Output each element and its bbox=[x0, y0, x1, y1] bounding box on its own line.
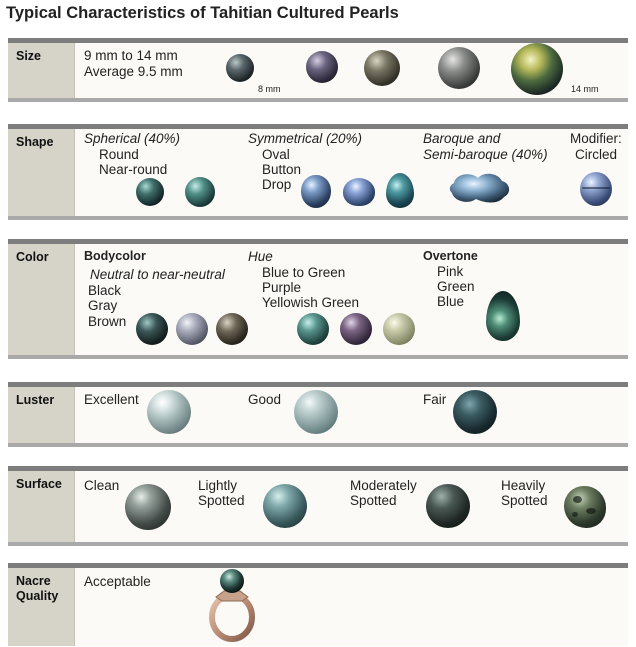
size-section bbox=[8, 38, 628, 102]
surface-lightly-2: Spotted bbox=[198, 493, 245, 508]
pearl-baroque bbox=[446, 169, 516, 209]
shape-section bbox=[8, 124, 628, 220]
luster-excellent: Excellent bbox=[84, 392, 139, 407]
size-range: 9 mm to 14 mm bbox=[84, 48, 178, 63]
pearl-heavily-spotted bbox=[564, 486, 606, 528]
shape-button: Button bbox=[262, 162, 302, 177]
hue-purple: Purple bbox=[262, 280, 302, 295]
surface-clean: Clean bbox=[84, 478, 120, 493]
pearl-fair-luster bbox=[453, 390, 497, 434]
pearl-clean bbox=[125, 484, 171, 530]
surface-moderately-2: Spotted bbox=[350, 493, 397, 508]
pearl-round bbox=[136, 178, 164, 206]
pearl-14mm bbox=[511, 43, 563, 95]
pearl-circled bbox=[580, 172, 612, 206]
pearl-brown bbox=[216, 313, 248, 345]
surface-heavily-1: Heavily bbox=[501, 478, 546, 493]
nacre-acceptable: Acceptable bbox=[84, 574, 151, 589]
pearl-drop bbox=[386, 173, 414, 208]
modifier-line2: Circled bbox=[575, 147, 618, 162]
pearl-moderately-spotted bbox=[426, 484, 470, 528]
overtone-pink: Pink bbox=[437, 264, 464, 279]
shape-label: Shape bbox=[16, 135, 54, 149]
pearl-gray bbox=[176, 313, 208, 345]
surface-moderately-1: Moderately bbox=[350, 478, 417, 493]
luster-section bbox=[8, 382, 628, 447]
overtone-green: Green bbox=[437, 279, 475, 294]
size-min-label: 8 mm bbox=[258, 84, 281, 94]
size-label: Size bbox=[16, 49, 42, 63]
pearl-lightly-spotted bbox=[263, 484, 307, 528]
pearl-purple bbox=[340, 313, 372, 345]
bodycolor-heading: Bodycolor bbox=[84, 249, 146, 263]
spherical-heading: Spherical (40%) bbox=[84, 131, 181, 146]
surface-lightly-1: Lightly bbox=[198, 478, 238, 493]
nacre-label bbox=[16, 574, 58, 604]
nacre-label-line1: Nacre bbox=[16, 574, 51, 588]
overtone-heading: Overtone bbox=[423, 249, 478, 263]
surface-heavily-2: Spotted bbox=[501, 493, 548, 508]
shape-drop: Drop bbox=[262, 177, 292, 192]
baroque-heading-1: Baroque and bbox=[423, 131, 501, 146]
luster-label: Luster bbox=[16, 393, 55, 407]
pearl-ring-icon bbox=[200, 565, 270, 645]
pearl-9mm bbox=[306, 51, 338, 83]
pearl-10mm bbox=[364, 50, 400, 86]
pearl-12mm bbox=[438, 47, 480, 89]
bodycolor-gray: Gray bbox=[88, 298, 118, 313]
nacre-label-line2: Quality bbox=[16, 589, 59, 603]
shape-oval: Oval bbox=[262, 147, 290, 162]
pearl-near-round bbox=[185, 177, 215, 207]
bodycolor-black: Black bbox=[88, 283, 122, 298]
hue-heading: Hue bbox=[248, 249, 273, 264]
pearl-excellent-luster bbox=[147, 390, 191, 434]
overtone-blue: Blue bbox=[437, 294, 465, 309]
pearl-yellowish-green bbox=[383, 313, 415, 345]
surface-label: Surface bbox=[16, 477, 62, 491]
luster-fair: Fair bbox=[423, 392, 447, 407]
surface-section bbox=[8, 466, 628, 546]
page-title: Typical Characteristics of Tahitian Cultured Pearls bbox=[6, 4, 399, 22]
hue-blue-green: Blue to Green bbox=[262, 265, 346, 280]
hue-yellowish-green: Yellowish Green bbox=[262, 295, 360, 310]
modifier-line1: Modifier: bbox=[570, 131, 622, 146]
symmetrical-heading: Symmetrical (20%) bbox=[248, 131, 363, 146]
pearl-blue-green bbox=[297, 313, 329, 345]
pearl-8mm bbox=[226, 54, 254, 82]
pearl-overtone-drop bbox=[486, 291, 520, 341]
color-label: Color bbox=[16, 250, 49, 264]
pearl-good-luster bbox=[294, 390, 338, 434]
nacre-section bbox=[8, 563, 628, 646]
pearl-black bbox=[136, 313, 168, 345]
pearl-button bbox=[343, 178, 375, 206]
size-average: Average 9.5 mm bbox=[84, 64, 183, 79]
baroque-heading-2: Semi-baroque (40%) bbox=[423, 147, 548, 162]
bodycolor-brown: Brown bbox=[88, 314, 127, 329]
luster-good: Good bbox=[248, 392, 282, 407]
size-max-label: 14 mm bbox=[571, 84, 599, 94]
shape-round: Round bbox=[99, 147, 139, 162]
bodycolor-subheading: Neutral to near-neutral bbox=[90, 267, 225, 282]
pearl-oval bbox=[301, 175, 331, 208]
color-section bbox=[8, 239, 628, 359]
shape-near-round: Near-round bbox=[99, 162, 168, 177]
